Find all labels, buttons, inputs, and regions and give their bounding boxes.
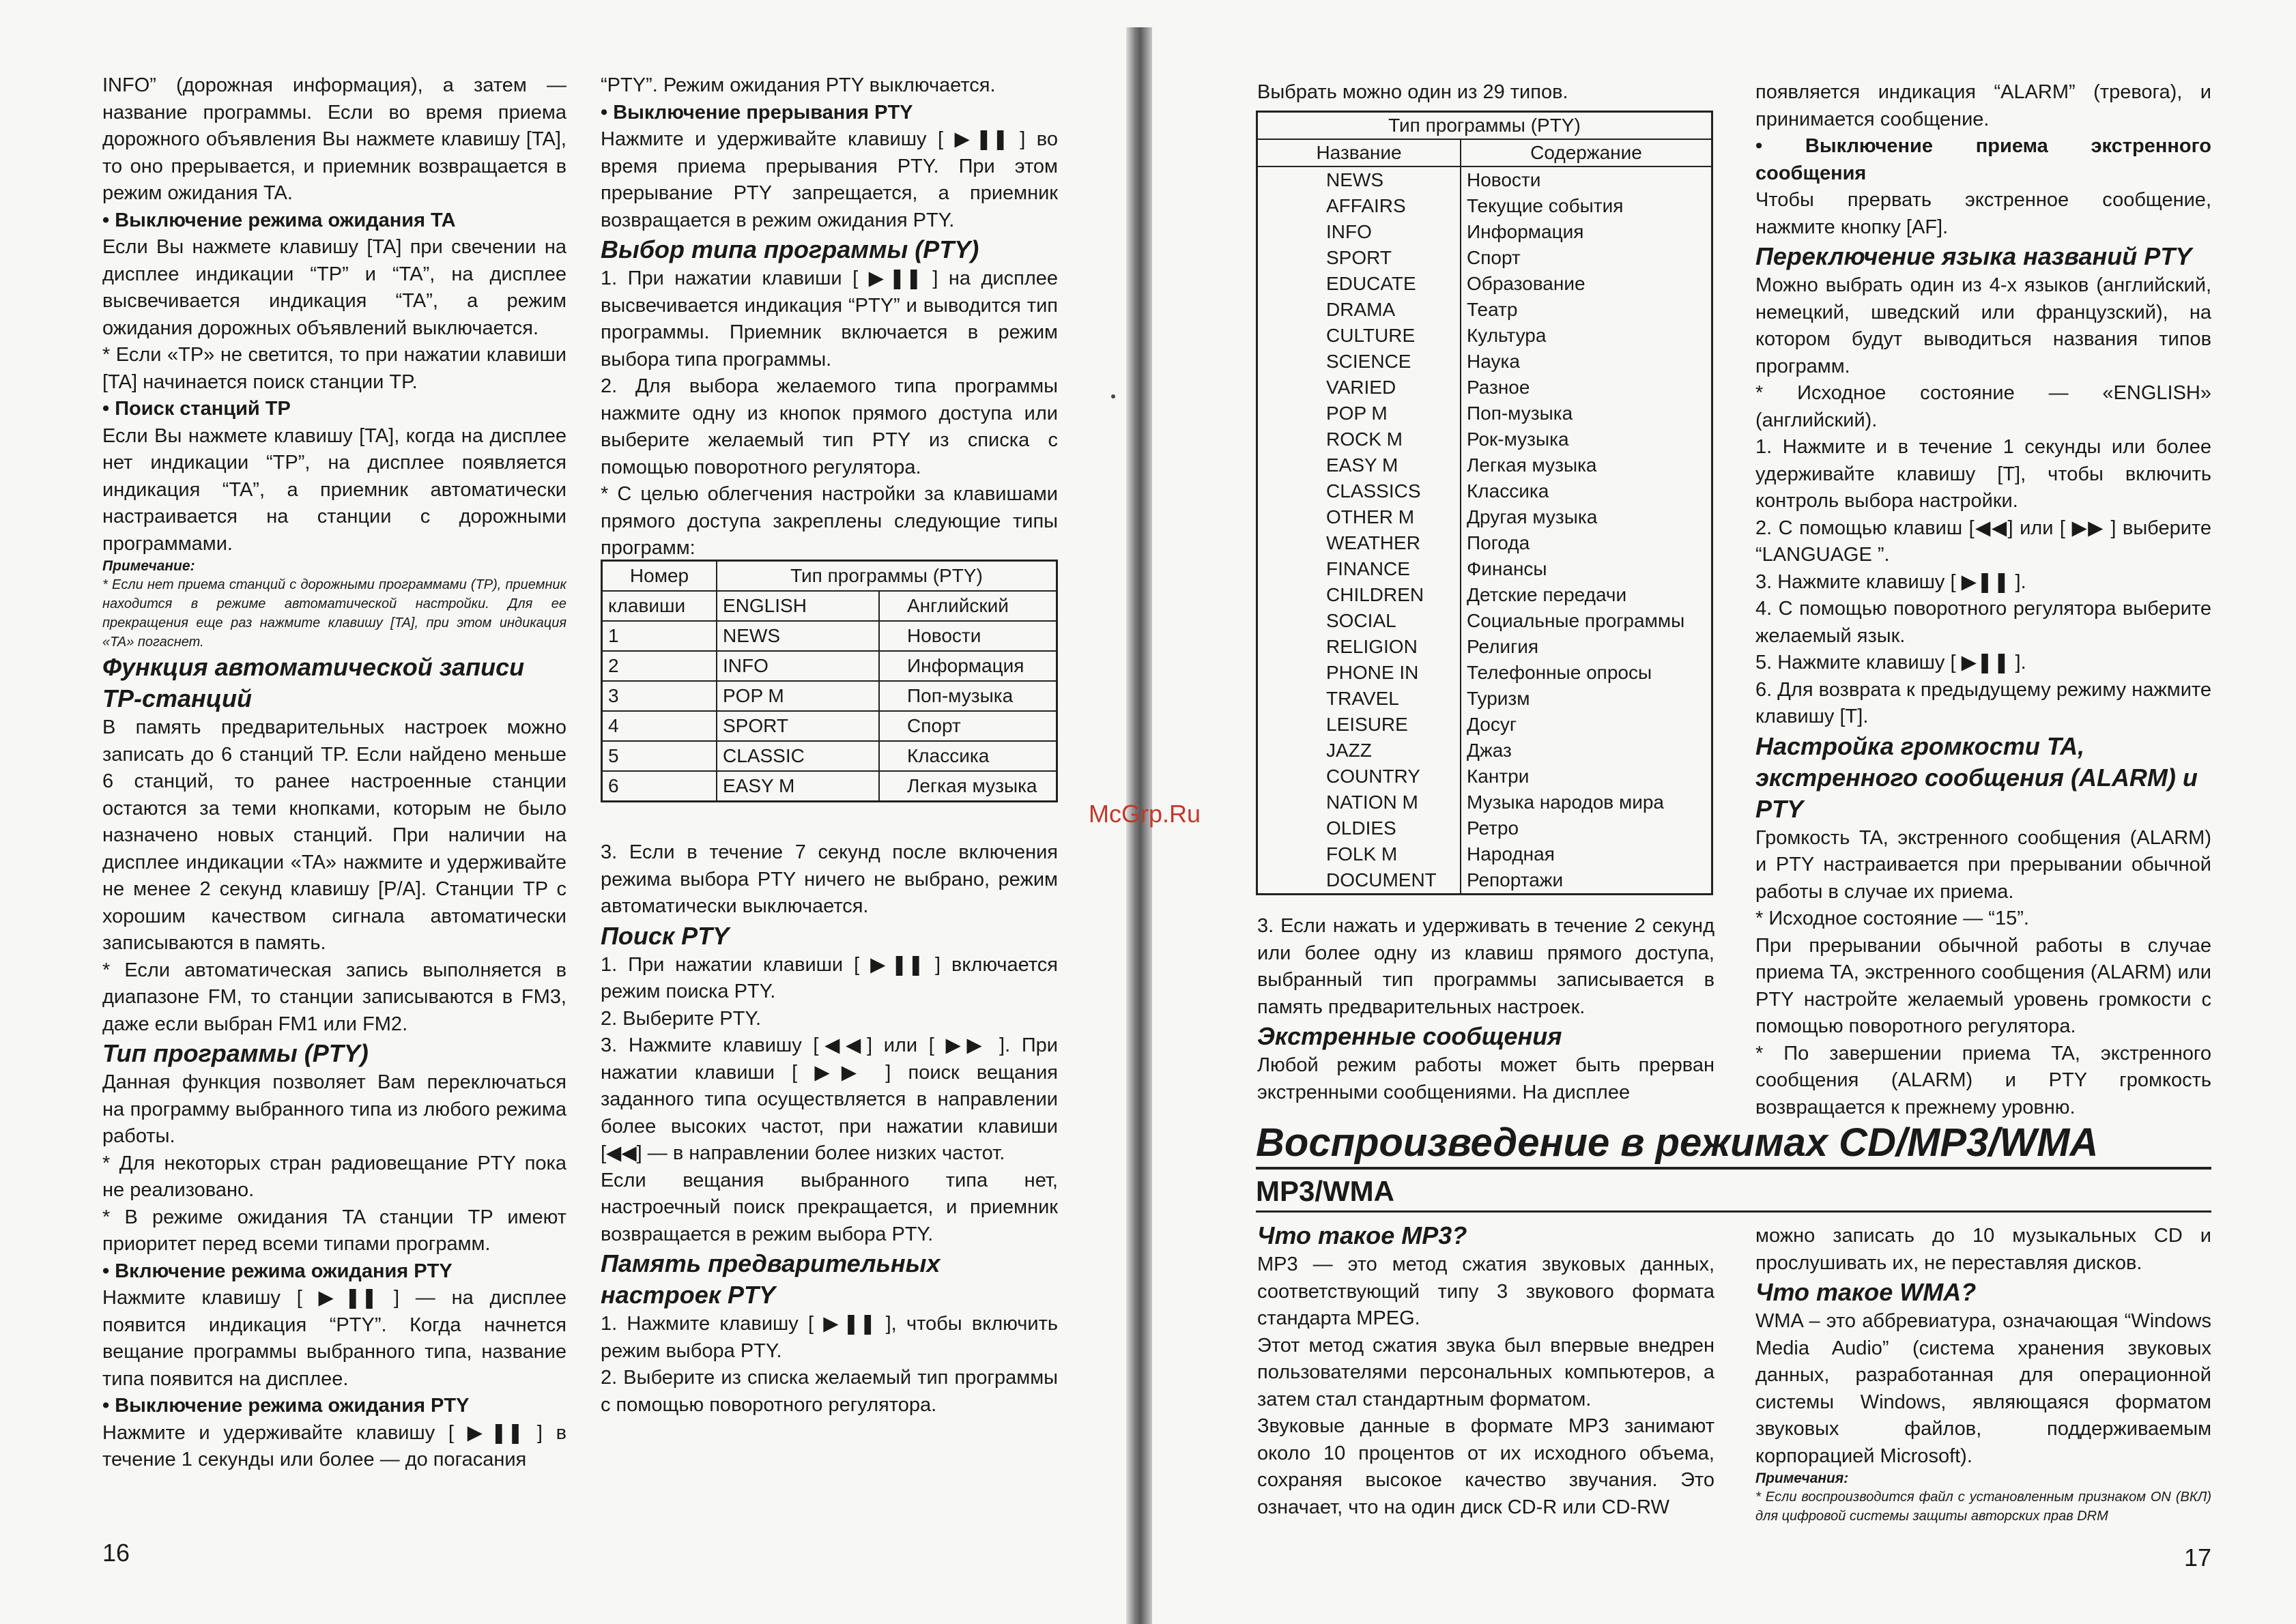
pty-english: SPORT: [717, 711, 879, 741]
right-col-1: [1257, 913, 1714, 1106]
pty-name: CLASSICS: [1257, 478, 1461, 504]
paragraph: Чтобы прервать экстренное сообщение, нажмите кнопку [AF].: [1755, 189, 2211, 238]
page-number-right: 17: [2184, 1543, 2212, 1571]
paragraph: 5. Нажмите клавишу [ ▶❚❚ ].: [1755, 652, 2026, 673]
table1-header-russian: Английский: [879, 591, 1057, 621]
pty-name: DRAMA: [1257, 297, 1461, 323]
pty-russian: Легкая музыка: [879, 771, 1057, 802]
paragraph: 3. Нажмите клавишу [ ▶❚❚ ].: [1755, 570, 2026, 593]
pty-content: Репортажи: [1461, 867, 1712, 895]
pty-name: PHONE IN: [1257, 660, 1461, 686]
table-row: [1257, 582, 1712, 608]
paragraph: Нажмите и удерживайте клавишу [ ▶❚❚ ] во время приема прерывания PTY. При этом прерывание PTY запрещается, а приемник возвращается в режим ожидания PTY.: [601, 128, 1058, 231]
subheading: • Включение режима ожидания PTY: [102, 1260, 453, 1282]
pty-content: Классика: [1461, 478, 1712, 504]
key-number: 4: [602, 711, 717, 741]
key-number: 5: [602, 741, 717, 771]
table-row: [1257, 426, 1712, 452]
pty-name: POP M: [1257, 401, 1461, 426]
pty-name: SOCIAL: [1257, 608, 1461, 634]
heading: Переключение языка названий PTY: [1755, 242, 2192, 270]
table-row: [1257, 401, 1712, 426]
pty-content: Детские передачи: [1461, 582, 1712, 608]
heading: Функция автоматической записи TP-станций: [102, 653, 525, 712]
pty-content: Рок-музыка: [1461, 426, 1712, 452]
pty-english: NEWS: [717, 621, 879, 651]
paragraph: Громкость TA, экстренного сообщения (ALARM) и PTY настраивается при прерывании обычной работы в случае их приема.: [1755, 826, 2211, 903]
pty-name: SPORT: [1257, 245, 1461, 271]
table2-body: [1257, 166, 1712, 895]
pty-name: CHILDREN: [1257, 582, 1461, 608]
right-col-4: [1755, 1223, 2211, 1526]
pty-name: INFO: [1257, 219, 1461, 245]
table-row: [1257, 815, 1712, 841]
pty-english: EASY M: [717, 771, 879, 802]
pty-content: Социальные программы: [1461, 608, 1712, 634]
table-row: [1257, 375, 1712, 401]
table-row: [1257, 867, 1712, 895]
subheading: • Поиск станций TP: [102, 398, 291, 420]
paragraph: 3. Если в течение 7 секунд после включения режима выбора PTY ничего не выбрано, режим автоматически выключается.: [601, 841, 1058, 917]
pty-preset-table: [601, 560, 1058, 802]
table-row: [1257, 271, 1712, 297]
paragraph: “PTY”. Режим ожидания PTY выключается.: [601, 74, 996, 96]
page-number-left: 16: [102, 1539, 130, 1567]
paragraph: * Если автоматическая запись выполняется в диапазоне FM, то станции записываются в FM3, даже если выбран FM1 или FM2.: [102, 959, 566, 1035]
paragraph: Если Вы нажмете клавишу [TA], когда на дисплее нет индикации “TP”, на дисплее появляется индикация “TA”, а приемник автоматически настраивается на станции с дорожными программами.: [102, 424, 566, 555]
pty-english: POP M: [717, 681, 879, 711]
pty-content: Другая музыка: [1461, 504, 1712, 530]
paragraph: * Исходное состояние — “15”.: [1755, 908, 2029, 929]
pty-name: FOLK M: [1257, 841, 1461, 867]
paragraph: 1. Нажмите и в течение 1 секунды или более удерживайте клавишу [T], чтобы включить контроль выбора настройки.: [1755, 436, 2211, 512]
section-subheading: MP3/WMA: [1256, 1172, 2211, 1213]
paragraph: 1. При нажатии клавиши [ ▶❚❚ ] на дисплее высвечивается индикация “PTY” и выводится тип программы. Приемник включается в режим выбора типа программы.: [601, 267, 1058, 371]
paragraph: Звуковые данные в формате MP3 занимают около 10 процентов от их исходного объема, сохраняя высокое качество звучания. Это означает, что на один диск CD-R или CD-RW: [1257, 1415, 1714, 1518]
note-label: Примечание:: [102, 558, 195, 574]
pty-name: VARIED: [1257, 375, 1461, 401]
paragraph: INFO” (дорожная информация), а затем — название программы. Если во время приема дорожного объявления Вы нажмете клавишу [TA], то оно прерывается, и приемник возвращается в режим ожидания TA.: [102, 74, 566, 204]
pty-name: NATION M: [1257, 789, 1461, 815]
pty-content: Досуг: [1461, 712, 1712, 738]
pty-content: Текущие события: [1461, 193, 1712, 219]
pty-name: EDUCATE: [1257, 271, 1461, 297]
left-col-1: [102, 72, 566, 1474]
table1-header-number: Номер: [602, 561, 717, 592]
table-row: [602, 741, 1057, 771]
pty-content: Туризм: [1461, 686, 1712, 712]
pty-name: TRAVEL: [1257, 686, 1461, 712]
paragraph: Этот метод сжатия звука был впервые внедрен пользователями персональных компьютеров, а затем стал стандартным форматом.: [1257, 1334, 1714, 1410]
left-col-2-bottom: [601, 839, 1058, 1419]
heading: Поиск PTY: [601, 921, 730, 950]
table1-body: [602, 621, 1057, 802]
pty-name: OLDIES: [1257, 815, 1461, 841]
paragraph: MP3 — это метод сжатия звуковых данных, соответствующий типу 3 звукового формата стандарта MPEG.: [1257, 1253, 1714, 1329]
key-number: 2: [602, 651, 717, 681]
table-row: [1257, 166, 1712, 193]
table-row: [1257, 452, 1712, 478]
pty-content: Религия: [1461, 634, 1712, 660]
paragraph: Нажмите и удерживайте клавишу [ ▶❚❚ ] в течение 1 секунды или более — до погасания: [102, 1421, 566, 1470]
table-row: [602, 651, 1057, 681]
pty-content: Разное: [1461, 375, 1712, 401]
subheading: • Выключение режима ожидания PTY: [102, 1395, 470, 1417]
paragraph: 4. С помощью поворотного регулятора выберите желаемый язык.: [1755, 598, 2211, 647]
pty-english: INFO: [717, 651, 879, 681]
pty-russian: Информация: [879, 651, 1057, 681]
table-row: [1257, 556, 1712, 582]
subheading: • Выключение режима ожидания TA: [102, 209, 456, 231]
heading: Выбор типа программы (PTY): [601, 235, 979, 263]
paragraph: 3. Нажмите клавишу [◀◀] или [ ▶▶ ]. При нажатии клавиши [ ▶▶ ] поиск вещания заданного типа осуществляется в направлении более высоких частот, при нажатии клавиши [◀◀] — в направлении более низких частот.: [601, 1034, 1058, 1164]
right-col-2: [1755, 79, 2211, 1121]
pty-english: CLASSIC: [717, 741, 879, 771]
table-row: [1257, 608, 1712, 634]
pty-content: Поп-музыка: [1461, 401, 1712, 426]
subheading: • Выключение прерывания PTY: [601, 101, 913, 124]
paragraph: появляется индикация “ALARM” (тревога), и принимается сообщение.: [1755, 81, 2211, 130]
heading: Что такое WMA?: [1755, 1278, 1977, 1306]
key-number: 1: [602, 621, 717, 651]
pty-content: Легкая музыка: [1461, 452, 1712, 478]
right-col-3: [1257, 1220, 1714, 1521]
table2-title: Тип программы (PTY): [1257, 112, 1712, 140]
paragraph: можно записать до 10 музыкальных CD и прослушивать их, не переставляя дисков.: [1755, 1225, 2211, 1274]
table-row: [1257, 297, 1712, 323]
paragraph: 2. Для выбора желаемого типа программы нажмите одну из кнопок прямого доступа или выберите желаемый тип PTY из списка с помощью поворотного регулятора.: [601, 375, 1058, 478]
table1-header-english: ENGLISH: [717, 591, 879, 621]
paragraph: В память предварительных настроек можно записать до 6 станций TP. Если найдено меньше 6 станций, то ранее настроенные станции остаются за теми кнопками, которым не было назначено новых станций. При наличии на дисплее индикации «TA» нажмите и удерживайте не менее 2 секунд клавишу [P/A]. Станции TP с хорошим качеством сигнала автоматически записываются в память.: [102, 716, 566, 954]
key-number: 6: [602, 771, 717, 802]
heading: Настройка громкости TA, экстренного сообщения (ALARM) и PTY: [1755, 731, 2198, 823]
pty-content: Спорт: [1461, 245, 1712, 271]
section-heading: Воспроизведение в режимах CD/MP3/WMA: [1256, 1119, 2211, 1170]
paragraph: Если Вы нажмете клавишу [TA] при свечении на дисплее индикации “TP” и “TA”, на дисплее высвечивается индикация “TA”, а режим ожидания дорожных объявлений выключается.: [102, 236, 566, 339]
table-row: [602, 771, 1057, 802]
table-row: [602, 681, 1057, 711]
pty-content: Джаз: [1461, 738, 1712, 764]
paragraph: Нажмите клавишу [ ▶❚❚ ] — на дисплее появится индикация “PTY”. Когда начнется вещание программы выбранного типа, название типа появится на дисплее.: [102, 1287, 566, 1390]
pty-russian: Новости: [879, 621, 1057, 651]
pty-russian: Спорт: [879, 711, 1057, 741]
paragraph: 1. Нажмите клавишу [ ▶❚❚ ], чтобы включить режим выбора PTY.: [601, 1313, 1058, 1362]
paragraph: WMA – это аббревиатура, означающая “Windows Media Audio” (система хранения звуковых данных, разработанная для операционной системы Windows, являющаяся форматом звуковых файлов, поддерживаемым корпорацией Microsoft).: [1755, 1310, 2211, 1467]
note-text: * Если воспроизводится файл с установленным признаком ON (ВКЛ) для цифровой системы защиты авторских прав DRM: [1755, 1490, 2211, 1524]
pty-content: Погода: [1461, 530, 1712, 556]
pty-name: EASY M: [1257, 452, 1461, 478]
paragraph: * По завершении приема TA, экстренного сообщения (ALARM) и PTY громкость возвращается к прежнему уровню.: [1755, 1042, 2211, 1118]
table2-header-name: Название: [1257, 139, 1461, 166]
note-text: * Если нет приема станций с дорожными программами (TP), приемник находится в режиме автоматической настройки. Для ее прекращения еще раз нажмите клавишу [TA], при этом индикация «TA» погаснет.: [102, 577, 566, 650]
paragraph: Данная функция позволяет Вам переключаться на программу выбранного типа из любого режима работы.: [102, 1071, 566, 1147]
pty-content: Кантри: [1461, 764, 1712, 789]
pty-name: DOCUMENT: [1257, 867, 1461, 895]
pty-content: Культура: [1461, 323, 1712, 349]
pty-content: Наука: [1461, 349, 1712, 375]
pty-name: FINANCE: [1257, 556, 1461, 582]
paragraph: 2. Выберите из списка желаемый тип программы с помощью поворотного регулятора.: [601, 1367, 1058, 1416]
pty-content: Телефонные опросы: [1461, 660, 1712, 686]
paragraph: 1. При нажатии клавиши [ ▶❚❚ ] включается режим поиска PTY.: [601, 953, 1058, 1002]
pty-name: SCIENCE: [1257, 349, 1461, 375]
paragraph: * Исходное состояние — «ENGLISH» (английский).: [1755, 382, 2211, 431]
pty-name: WEATHER: [1257, 530, 1461, 556]
table-row: [1257, 634, 1712, 660]
pty-name: COUNTRY: [1257, 764, 1461, 789]
subheading: • Выключение приема экстренного сообщения: [1755, 135, 2211, 184]
heading: Экстренные сообщения: [1257, 1022, 1562, 1050]
pty-content: Музыка народов мира: [1461, 789, 1712, 815]
table-row: [1257, 219, 1712, 245]
pty-content: Ретро: [1461, 815, 1712, 841]
pty-name: RELIGION: [1257, 634, 1461, 660]
heading: Тип программы (PTY): [102, 1039, 369, 1067]
pty-content: Информация: [1461, 219, 1712, 245]
table-row: [1257, 686, 1712, 712]
pty-russian: Классика: [879, 741, 1057, 771]
scan-dot: [1111, 394, 1115, 398]
watermark: McGrp.Ru: [1089, 800, 1201, 828]
pty-types-table: [1256, 111, 1713, 895]
paragraph: Если вещания выбранного типа нет, настроечный поиск прекращается, и приемник возвращается в режим выбора PTY.: [601, 1169, 1058, 1245]
table-row: [602, 621, 1057, 651]
table-row: [1257, 530, 1712, 556]
paragraph: При прерывании обычной работы в случае приема TA, экстренного сообщения (ALARM) или PTY настройте желаемый уровень громкости с помощью поворотного регулятора.: [1755, 934, 2211, 1037]
table-row: [1257, 349, 1712, 375]
pty-content: Народная: [1461, 841, 1712, 867]
left-col-2-top: [601, 72, 1058, 562]
paragraph: 2. С помощью клавиш [◀◀] или [ ▶▶ ] выберите “LANGUAGE ”.: [1755, 517, 2211, 566]
table2-header-content: Содержание: [1461, 139, 1712, 166]
table-row: [1257, 504, 1712, 530]
table-row: [1257, 245, 1712, 271]
pty-name: JAZZ: [1257, 738, 1461, 764]
table-row: [1257, 323, 1712, 349]
pty-name: LEISURE: [1257, 712, 1461, 738]
paragraph: Любой режим работы может быть прерван экстренными сообщениями. На дисплее: [1257, 1054, 1714, 1103]
paragraph: 3. Если нажать и удерживать в течение 2 секунд или более одну из клавиш прямого доступа, выбранный тип программы записывается в память предварительных настроек.: [1257, 915, 1714, 1018]
paragraph: * Для некоторых стран радиовещание PTY пока не реализовано.: [102, 1152, 566, 1201]
pty-content: Финансы: [1461, 556, 1712, 582]
table-row: [1257, 193, 1712, 219]
paragraph: 6. Для возврата к предыдущему режиму нажмите клавишу [T].: [1755, 678, 2211, 727]
paragraph: 2. Выберите PTY.: [601, 1007, 762, 1030]
table-row: [1257, 478, 1712, 504]
pty-name: OTHER M: [1257, 504, 1461, 530]
pty-name: ROCK M: [1257, 426, 1461, 452]
pty-russian: Поп-музыка: [879, 681, 1057, 711]
note-label: Примечания:: [1755, 1470, 1849, 1486]
paragraph: * С целью облегчения настройки за клавишами прямого доступа закреплены следующие типы программ:: [601, 483, 1058, 559]
table-row: [1257, 738, 1712, 764]
pty-name: NEWS: [1257, 166, 1461, 193]
table1-header-key: клавиши: [602, 591, 717, 621]
table-row: [1257, 841, 1712, 867]
pty-content: Новости: [1461, 166, 1712, 193]
heading: Память предварительных настроек PTY: [601, 1249, 941, 1309]
pty-content: Театр: [1461, 297, 1712, 323]
table1-header-type: Тип программы (PTY): [717, 561, 1057, 592]
paragraph: Можно выбрать один из 4-х языков (английский, немецкий, шведский или французский), на котором будут выводиться названия типов программ.: [1755, 274, 2211, 377]
right-intro: Выбрать можно один из 29 типов.: [1257, 81, 1568, 103]
pty-name: CULTURE: [1257, 323, 1461, 349]
heading: Что такое MP3?: [1257, 1221, 1467, 1249]
paragraph: * Если «TP» не светится, то при нажатии клавиши [TA] начинается поиск станции TP.: [102, 344, 566, 393]
pty-content: Образование: [1461, 271, 1712, 297]
table-row: [602, 711, 1057, 741]
table-row: [1257, 712, 1712, 738]
table-row: [1257, 789, 1712, 815]
paragraph: * В режиме ожидания TA станции TP имеют приоритет перед всеми типами программ.: [102, 1206, 566, 1255]
table-row: [1257, 764, 1712, 789]
table-row: [1257, 660, 1712, 686]
key-number: 3: [602, 681, 717, 711]
pty-name: AFFAIRS: [1257, 193, 1461, 219]
